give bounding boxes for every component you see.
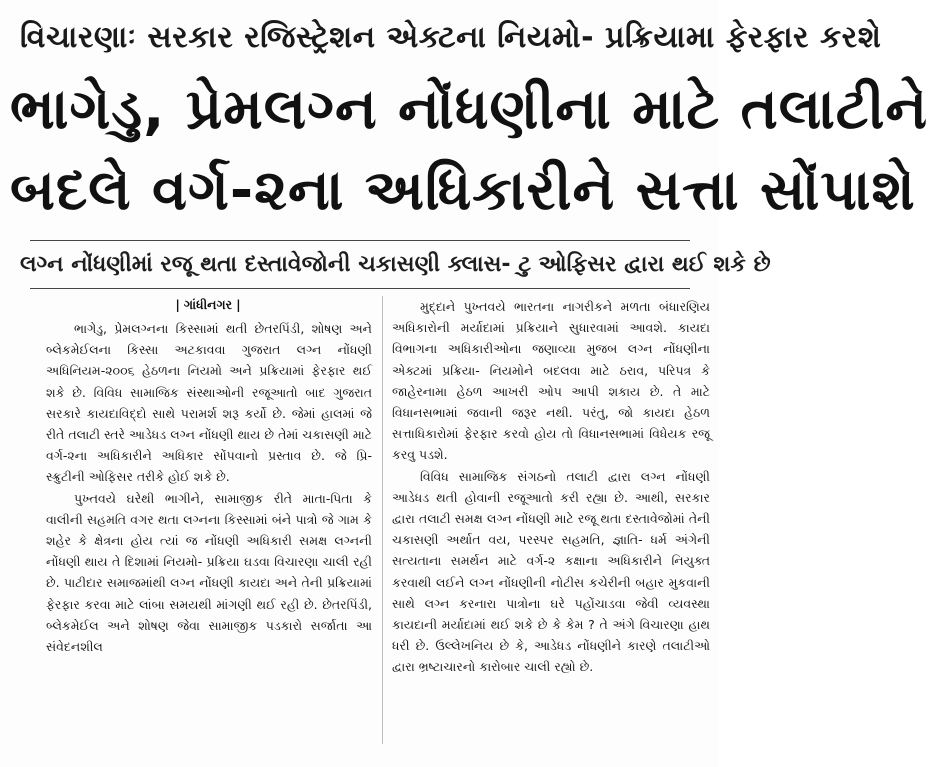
headline-line-2: બદલે વર્ગ-૨ના અધિકારીને સત્તા સોંપાશે [10, 158, 916, 223]
paragraph: પુખ્તવયે ઘરેથી ભાગીને, સામાજીક રીતે માતા-પિતા કે વાલીની સહમતિ વગર થતા લગ્નના કિસ્સામાં બંને પાત્રો જે ગામ કે શહેર કે ક્ષેત્રના હોય ત્યાં જ નોંધણી અધિકારી સમક્ષ લગ્નની નોંધણી થાય તે દિશામાં નિયમો- પ્રક્રિયા ઘડવા વિચારણા ચાલી રહી છે. પાટીદાર સમાજમાંથી લગ્ન નોંધણી કાયદા અને તેની પ્રક્રિયામાં ફેરફાર કરવા માટે લાંબા સમયથી માંગણી થઈ રહી છે. છેતરપિંડી, બ્લેકમેઈલ અને શોષણ જેવા સામાજીક પડકારો સર્જાતા આ સંવેદનશીલ [46, 490, 372, 655]
body-column-1 [46, 318, 372, 657]
bottom-rule [30, 288, 690, 289]
paragraph: વિવિધ સામાજિક સંગઠનો તલાટી દ્વારા લગ્ન નોંધણી આડેધડ થતી હોવાની રજૂઆતો કરી રહ્યા છે. આથી, સરકાર દ્વારા તલાટી સમક્ષ લગ્ન નોંધણી માટે રજૂ થતા દસ્તાવેજોમાં તેની ચકાસણી અર્થાત વય, પરસ્પર સહમતિ, જ્ઞાતિ- ધર્મ અંગેની સત્યતાના સમર્થન માટે વર્ગ-૨ કક્ષાના અધિકારીને નિયુક્ત કરવાથી લઈને લગ્ન નોંધણીની નોટીસ કચેરીની બહાર મુકવાની સાથે લગ્ન કરનારા પાત્રોના ઘરે પહોંચાડવા જેવી વ્યવસ્થા કાયદાની મર્યાદામાં થઈ શકે છે કે કેમ ? તે અંગે વિચારણા હાથ ધરી છે. ઉલ્લેખનિય છે કે, આડેધડ નોંધણીને કારણે તલાટીઓ દ્વારા ભ્રષ્ટાચારનો કારોબાર ચાલી રહ્યો છે. [392, 468, 710, 675]
paragraph: ભાગેડુ, પ્રેમલગ્નના કિસ્સામાં થતી છેતરપિંડી, શોષણ અને બ્લેકમેઈલના કિસ્સા અટકાવવા ગુજરાત લગ્ન નોંધણી અધિનિયમ-૨૦૦૬ હેઠળના નિયમો અને પ્રક્રિયામાં ફેરફાર થઈ શકે છે. વિવિધ સામાજિક સંસ્થાઓની રજૂઆતો બાદ ગુજરાત સરકારે કાયદાવિદ્દો સાથે પરામર્શ શરૂ કર્યો છે. જેમાં હાલમાં જે રીતે તલાટી સ્તરે આડેધડ લગ્ન નોંધણી થાય છે તેમાં ચકાસણી માટે વર્ગ-૨ના અધિકારીને અધિકાર સોંપવાનો પ્રસ્તાવ છે. જે પ્રિ- સ્ક્રુટીની ઓફિસર તરીકે હોઈ શકે છે. [46, 321, 372, 485]
paragraph: મુદ્દાને પુખ્તવયે ભારતના નાગરીકને મળતા બંધારણિય અધિકારોની મર્યાદામાં પ્રક્રિયાને સુધારવામાં આવશે. કાયદા વિભાગના અધિકારીઓના જણાવ્યા મુજબ લગ્ન નોંધણીના એક્ટમાં પ્રક્રિયા- નિયમોને બદલવા માટે ઠરાવ, પરિપત્ર કે જાહેરનામા હેઠળ આખરી ઓપ આપી શકાય છે. તે માટે વિધાનસભામાં જવાની જરૂર નથી. પરંતુ, જો કાયદા હેઠળ સત્તાધિકારોમાં ફેરફાર કરવો હોય તો વિધાનસભામાં વિધેયક રજૂ કરવુ પડશે. [392, 299, 710, 463]
kicker-line: વિચારણાઃ સરકાર રજિસ્ટ્રેશન એક્ટના નિયમો- પ્રક્રિયામા ફેરફાર કરશે [20, 20, 882, 55]
column-divider [382, 296, 383, 744]
top-rule [30, 240, 690, 241]
dateline: | ગાંધીનગર | [165, 295, 250, 315]
headline-line-1: ભાગેડુ, પ્રેમલગ્ન નોંધણીના માટે તલાટીને [10, 77, 928, 142]
body-column-2 [392, 296, 710, 678]
subheadline: લગ્ન નોંધણીમાં રજૂ થતા દસ્તાવેજોની ચકાસણી ક્લાસ- ટુ ઓફિસર દ્વારા થઈ શકે છે [20, 252, 771, 277]
dateline-box [46, 294, 370, 314]
